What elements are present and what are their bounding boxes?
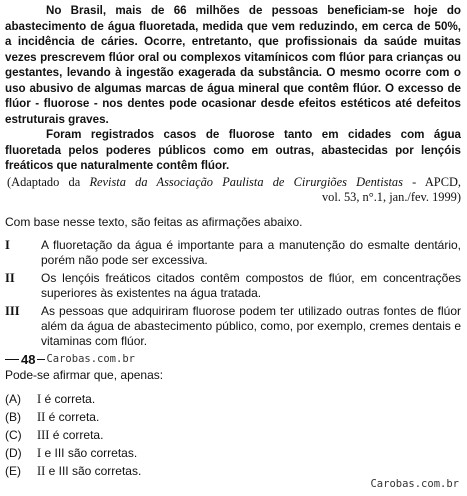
answer-option-b[interactable] <box>5 410 461 425</box>
option-letter: (B) <box>5 409 21 424</box>
statement-number: II <box>5 270 15 285</box>
statement-item <box>5 238 461 268</box>
passage-paragraph-2: Foram registrados casos de fluorose tanto em cidades com água fluoretada pelos poderes públicos como em outras, abastecidas por lençóis freáticos que naturalmente contêm flúor. <box>5 128 461 172</box>
answer-option-e[interactable] <box>5 464 461 479</box>
option-text <box>37 428 103 443</box>
answer-option-d[interactable] <box>5 446 461 461</box>
statements-prompt: Com base nesse texto, são feitas as afirmações abaixo. <box>5 214 303 229</box>
question-stem: Pode-se afirmar que, apenas: <box>5 367 164 382</box>
option-roman: II <box>37 409 46 424</box>
passage-citation <box>5 175 461 205</box>
option-roman: I <box>37 391 42 406</box>
statement-list <box>5 238 461 349</box>
option-letter: (E) <box>5 463 21 478</box>
option-roman: III <box>37 427 50 442</box>
option-letter: (D) <box>5 445 22 460</box>
option-text <box>37 392 95 407</box>
answer-option-c[interactable] <box>5 428 461 443</box>
statement-text: As pessoas que adquiriram fluorose podem ter utilizado outras fontes de flúor além da água de abastecimento público, como, por exemplo, cremes dentais e vitaminas com flúor. <box>41 303 461 348</box>
option-rest: é correta. <box>45 409 100 424</box>
inline-watermark: Carobas.com.br <box>46 353 135 365</box>
option-roman: II <box>37 463 46 478</box>
option-text <box>37 446 137 461</box>
passage-paragraph-1: No Brasil, mais de 66 milhões de pessoas beneficiam-se hoje do abastecimento de água fluoretada, medida que vem reduzindo, em cerca de 50%, a incidência de cáries. Ocorre, entretanto, que profissionais da saúde muitas vezes prescrevem flúor oral ou complexos vitamínicos com flúor para crianças ou gestantes, levando à ingestão exagerada da substância. O mesmo ocorre com o uso abusivo de algumas marcas de água mineral que contêm flúor. O excesso de flúor - fluorose - nos dentes pode ocasionar desde efeitos estéticos até defeitos estruturais graves. <box>5 4 461 126</box>
option-rest: é correta. <box>49 427 104 442</box>
citation-suffix: - APCD, <box>402 174 461 189</box>
citation-source: Revista da Associação Paulista de Cirurgiões Dentistas <box>89 174 403 189</box>
corner-watermark: Carobas.com.br <box>370 478 459 490</box>
citation-prefix: (Adaptado da <box>7 174 90 189</box>
statement-text: A fluoretação da água é importante para a manutenção do esmalte dentário, porém não pode ser excessiva. <box>41 237 461 267</box>
option-rest: e III são corretas. <box>45 463 142 478</box>
answer-option-a[interactable] <box>5 392 461 407</box>
marker-rule-right <box>37 359 45 360</box>
statement-text: Os lençóis freáticos citados contêm compostos de flúor, em concentrações superiores às existentes na água tratada. <box>41 270 461 300</box>
statement-number: I <box>5 237 10 252</box>
statement-item <box>5 304 461 349</box>
citation-line-1 <box>7 175 461 190</box>
option-text <box>37 410 99 425</box>
option-letter: (A) <box>5 391 21 406</box>
statement-number: III <box>5 303 20 318</box>
option-roman: I <box>37 445 42 460</box>
statement-item <box>5 271 461 301</box>
reading-passage <box>5 3 461 174</box>
question-number-marker <box>5 352 461 367</box>
citation-details: vol. 53, n°.1, jan./fev. 1999) <box>321 189 461 204</box>
option-rest: é correta. <box>41 391 96 406</box>
marker-rule-left <box>5 359 19 360</box>
answer-options <box>5 392 461 479</box>
option-rest: e III são corretas. <box>41 445 138 460</box>
question-number: 48 <box>21 351 36 367</box>
option-text <box>37 464 141 479</box>
option-letter: (C) <box>5 427 22 442</box>
exam-page <box>5 3 461 482</box>
